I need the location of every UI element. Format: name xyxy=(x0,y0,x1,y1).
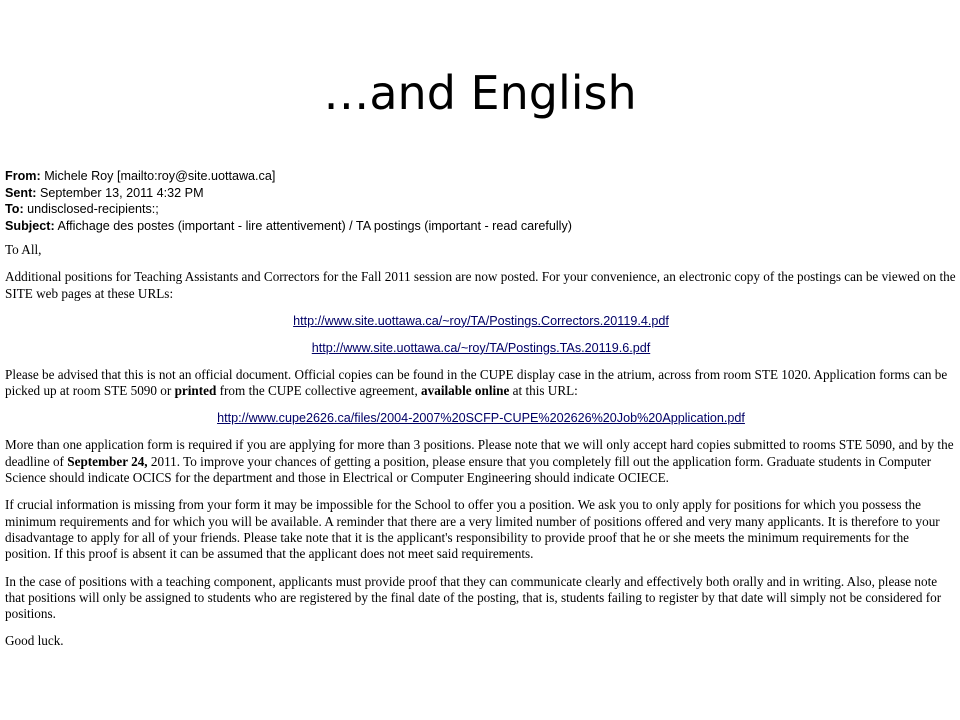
to-label: To: xyxy=(5,202,24,216)
subject-row xyxy=(5,218,957,235)
greeting: To All, xyxy=(5,242,42,257)
sent-label: Sent: xyxy=(5,185,37,200)
paragraph-1: Additional positions for Teaching Assistants and Correctors for the Fall 2011 session are now posted. For your convenience, an electronic copy of the postings can be viewed on the SITE web pages at these URLs: xyxy=(5,269,956,301)
ta-postings-link[interactable]: http://www.site.uottawa.ca/~roy/TA/Postings.TAs.20119.6.pdf xyxy=(311,340,651,355)
from-label: From: xyxy=(5,169,41,183)
paragraph-4: If crucial information is missing from your form it may be impossible for the School to offer you a position. We ask you to only apply for positions for which you possess the minimum requirements and for which you will be available. A reminder that there are a very limited number of positions offered and very many applicants. It is therefore to your disadvantage to apply for all of your friends. Please take note that it is the applicant's responsibility to provide proof that he or she meets the minimum requirements for the position. If this proof is absent it can be assumed that the applicant does not meet said requirements. xyxy=(5,497,940,562)
to-value: undisclosed-recipients:; xyxy=(27,202,159,216)
sent-row xyxy=(5,185,957,202)
email-body xyxy=(5,168,957,650)
correctors-postings-link[interactable]: http://www.site.uottawa.ca/~roy/TA/Postings.Correctors.20119.4.pdf xyxy=(293,313,669,328)
paragraph-3: More than one application form is required if you are applying for more than 3 positions. Please note that we will only accept hard copies submitted to rooms STE 5090, and by the deadline of September 24, 2011. To improve your chances of getting a position, please ensure that you completely fill out the application form. Graduate students in Computer Science should indicate OCICS for the department and those in Electrical or Computer Engineering should indicate OCIECE. xyxy=(5,437,954,486)
paragraph-5: In the case of positions with a teaching component, applicants must provide proof that they can communicate clearly and effectively both orally and in writing. Also, please note that positions will only be assigned to students who are registered by the final date of the posting, that is, students failing to register by that date will simply not be considered for positions. xyxy=(5,573,942,622)
to-row xyxy=(5,201,957,218)
subject-value: Affichage des postes (important - lire attentivement) / TA postings (important - read carefully) xyxy=(57,218,572,233)
cupe-application-link[interactable]: http://www.cupe2626.ca/files/2004-2007%20SCFP-CUPE%202626%20Job%20Application.pdf xyxy=(217,411,745,426)
slide-title: …and English xyxy=(323,66,637,120)
from-value: Michele Roy [mailto:roy@site.uottawa.ca] xyxy=(44,169,276,183)
from-row xyxy=(5,168,957,185)
email-header xyxy=(5,168,957,234)
subject-label: Subject: xyxy=(5,218,55,233)
sent-value: September 13, 2011 4:32 PM xyxy=(39,185,204,200)
paragraph-2: Please be advised that this is not an official document. Official copies can be found in the CUPE display case in the atrium, across from room STE 1020. Application forms can be picked up at room STE 5090 or printed from the CUPE collective agreement, available online at this URL: xyxy=(5,366,948,399)
closing: Good luck. xyxy=(5,633,64,649)
